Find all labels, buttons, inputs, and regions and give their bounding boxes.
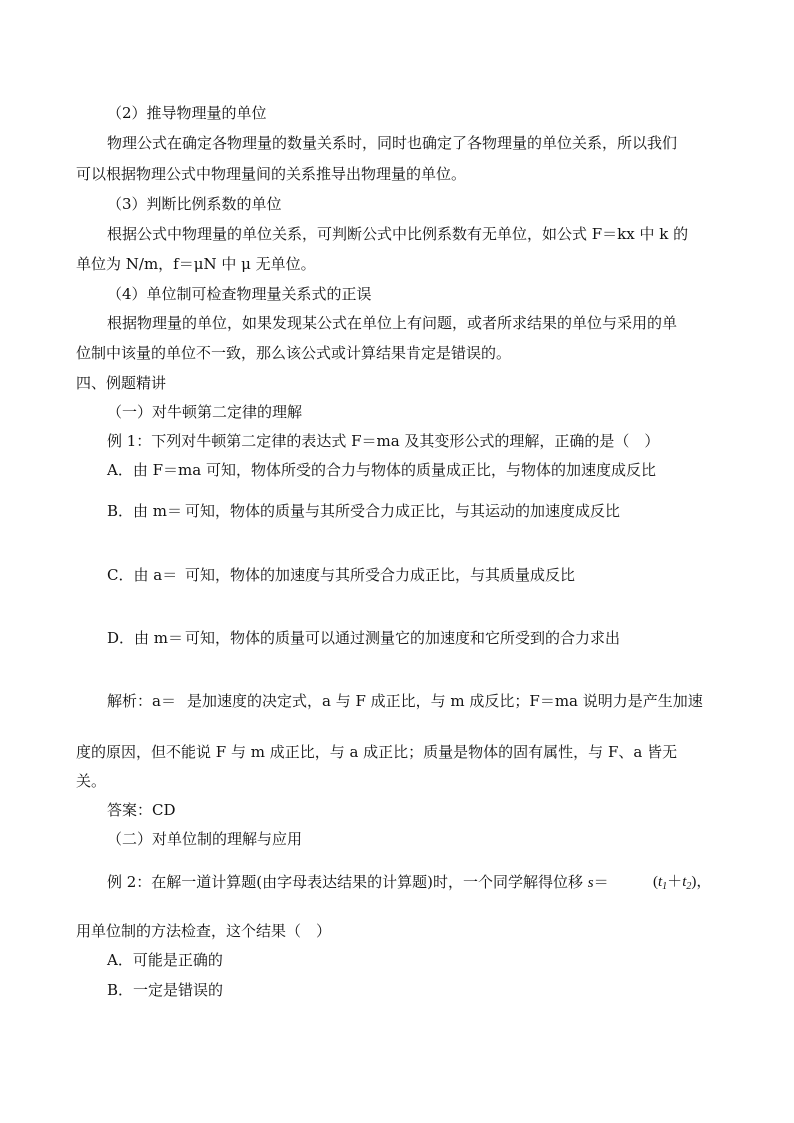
plus-sign: ＋ xyxy=(667,874,683,890)
item3-text-line2: 单位为 N/m，f＝μN 中 μ 无单位。 xyxy=(76,255,316,273)
t1-variable: t xyxy=(658,874,663,890)
example2-option-b: B．一定是错误的 xyxy=(107,981,224,999)
example1-option-d-prefix: D．由 m＝ xyxy=(107,629,184,647)
example1-option-c-prefix: C．由 a＝ xyxy=(107,566,178,584)
item2-text-line1: 物理公式在确定各物理量的数量关系时，同时也确定了各物理量的单位关系，所以我们 xyxy=(107,134,678,152)
part2-heading: （二）对单位制的理解与应用 xyxy=(107,830,303,848)
analysis-line1: 是加速度的决定式，a 与 F 成正比，与 m 成反比；F＝ma 说明力是产生加速 xyxy=(187,692,703,710)
example1-option-b-prefix: B．由 m＝ xyxy=(107,502,183,520)
t1-subscript: 1 xyxy=(662,881,668,892)
example1-answer: 答案：CD xyxy=(107,801,176,819)
paren-open: ( xyxy=(653,874,658,890)
example1-option-a: A．由 F＝ma 可知，物体所受的合力与物体的质量成正比，与物体的加速度成反比 xyxy=(107,461,656,479)
t2-variable: t xyxy=(682,874,687,890)
analysis-line3: 关。 xyxy=(76,772,107,790)
part1-heading: （一）对牛顿第二定律的理解 xyxy=(107,403,303,421)
example2-question-line2: 用单位制的方法检查，这个结果（ ） xyxy=(76,922,332,940)
example2-option-a: A．可能是正确的 xyxy=(107,951,223,969)
item2-text-line2: 可以根据物理公式中物理量间的关系推导出物理量的单位。 xyxy=(76,165,467,183)
example1-option-b-suffix: 可知，物体的质量与其所受合力成正比，与其运动的加速度成反比 xyxy=(185,502,621,520)
analysis-prefix: 解析：a＝ xyxy=(107,692,176,710)
paren-close: )， xyxy=(691,874,712,890)
item3-heading: （3）判断比例系数的单位 xyxy=(107,195,282,213)
analysis-line2: 度的原因，但不能说 F 与 m 成正比，与 a 成正比；质量是物体的固有属性，与 F、a 皆无 xyxy=(76,743,678,761)
example1-option-c-suffix: 可知，物体的加速度与其所受合力成正比，与其质量成反比 xyxy=(185,566,576,584)
item3-text-line1: 根据公式中物理量的单位关系，可判断公式中比例系数有无单位，如公式 F＝kx 中 k 的 xyxy=(107,225,689,243)
item4-text-line2: 位制中该量的单位不一致，那么该公式或计算结果肯定是错误的。 xyxy=(76,344,512,362)
displacement-variable: s xyxy=(587,875,594,891)
example1-question: 例 1：下列对牛顿第二定律的表达式 F＝ma 及其变形公式的理解，正确的是（ ） xyxy=(107,432,660,450)
time-sum-expression xyxy=(653,872,711,897)
section4-title: 四、例题精讲 xyxy=(76,374,167,392)
example1-option-d-suffix: 可知，物体的质量可以通过测量它的加速度和它所受到的合力求出 xyxy=(185,629,621,647)
item4-text-line1: 根据物理量的单位，如果发现某公式在单位上有问题，或者所求结果的单位与采用的单 xyxy=(107,314,678,332)
item4-heading: （4）单位制可检查物理量关系式的正误 xyxy=(107,285,372,303)
example2-question-line1 xyxy=(107,872,609,893)
example2-question-prefix: 例 2：在解一道计算题(由字母表达结果的计算题)时，一个同学解得位移 xyxy=(107,873,588,891)
equals-sign: ＝ xyxy=(593,873,609,891)
item2-heading: （2）推导物理量的单位 xyxy=(107,104,267,122)
t2-subscript: 2 xyxy=(686,881,692,892)
